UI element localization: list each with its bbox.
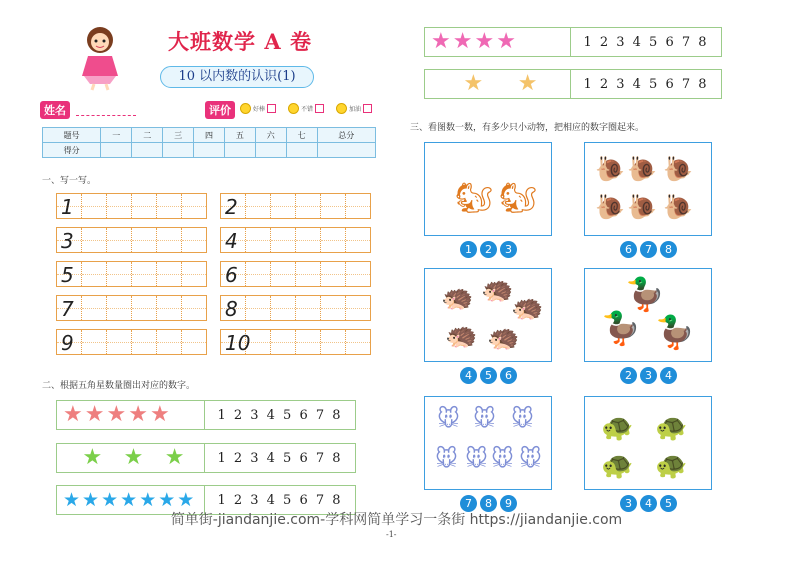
star-icon: ★ — [128, 402, 148, 427]
duck-icon: 🦆 — [625, 275, 665, 313]
answer-choices — [460, 367, 517, 384]
smiley-icon — [336, 103, 347, 114]
digit-sample: 9 — [61, 331, 74, 355]
star-icon: ★ — [82, 488, 100, 511]
writing-box[interactable] — [56, 261, 207, 287]
digit-sample: 8 — [225, 297, 238, 321]
hedgehog-picture — [424, 268, 552, 362]
answer-circle[interactable]: 7 — [640, 241, 657, 258]
snail-icon: 🐌 — [595, 155, 625, 183]
writing-box[interactable] — [220, 329, 371, 355]
digit-sample: 10 — [225, 331, 251, 355]
mouse-icon: 🐭 — [491, 447, 514, 472]
star-icon: ★ — [496, 29, 516, 54]
star-group — [425, 28, 571, 56]
star-icon: ★ — [164, 445, 185, 470]
digit-sample: 3 — [61, 229, 74, 253]
smiley-icon — [240, 103, 251, 114]
writing-box[interactable] — [220, 295, 371, 321]
star-icon: ★ — [63, 402, 83, 427]
star-icon: ★ — [177, 488, 195, 511]
number-choices[interactable]: 1 2 3 4 5 6 7 8 — [217, 407, 343, 423]
digit-sample: 5 — [61, 263, 74, 287]
watermark-text: 简单街-jiandanjie.com-学科网简单学习一条街 https://jiandanjie.com — [170, 512, 623, 528]
star-icon: ★ — [431, 29, 451, 54]
answer-circle[interactable]: 5 — [480, 367, 497, 384]
answer-circle[interactable]: 4 — [640, 495, 657, 512]
star-icon: ★ — [63, 488, 81, 511]
star-count-row — [424, 69, 722, 99]
writing-box[interactable] — [56, 227, 207, 253]
answer-circle[interactable]: 8 — [480, 495, 497, 512]
squirrel-icon: 🐿 — [499, 181, 538, 216]
answer-circle[interactable]: 5 — [660, 495, 677, 512]
duck-icon: 🦆 — [655, 313, 695, 351]
hedgehog-icon: 🦔 — [445, 321, 478, 351]
mouse-picture — [424, 396, 552, 490]
star-icon: ★ — [139, 488, 157, 511]
snail-icon: 🐌 — [627, 193, 657, 221]
eval-option-keep-trying[interactable]: 加油 — [336, 103, 372, 114]
star-icon: ★ — [463, 71, 484, 96]
turtle-icon: 🐢 — [601, 413, 634, 443]
duck-picture — [584, 268, 712, 362]
star-icon: ★ — [158, 488, 176, 511]
page-subtitle: 10 以内数的认识(1) — [160, 66, 314, 88]
star-icon: ★ — [517, 71, 538, 96]
snail-icon: 🐌 — [595, 193, 625, 221]
checkbox[interactable] — [267, 104, 276, 113]
page-title: 大班数学 A 卷 — [168, 29, 312, 54]
digit-sample: 1 — [61, 195, 74, 219]
answer-circle[interactable]: 3 — [500, 241, 517, 258]
mouse-icon: 🐭 — [437, 407, 460, 432]
snail-icon: 🐌 — [663, 193, 693, 221]
section-3-title: 三、看图数一数，有多少只小动物，把相应的数字圈起来。 — [410, 123, 645, 133]
writing-box[interactable] — [220, 193, 371, 219]
answer-circle[interactable]: 4 — [660, 367, 677, 384]
eval-option-good[interactable]: 不错 — [288, 103, 324, 114]
star-icon: ★ — [474, 29, 495, 54]
writing-box[interactable] — [220, 227, 371, 253]
answer-circle[interactable]: 6 — [500, 367, 517, 384]
checkbox[interactable] — [363, 104, 372, 113]
section-1-title: 一、写一写。 — [42, 176, 97, 186]
hedgehog-icon: 🦔 — [441, 283, 474, 313]
answer-circle[interactable]: 3 — [640, 367, 657, 384]
evaluation-label: 评价 — [205, 101, 235, 119]
star-icon: ★ — [149, 402, 170, 427]
duck-icon: 🦆 — [601, 309, 641, 347]
star-group — [57, 444, 205, 472]
checkbox[interactable] — [315, 104, 324, 113]
mouse-icon: 🐭 — [511, 407, 534, 432]
answer-circle[interactable]: 1 — [460, 241, 477, 258]
snail-picture — [584, 142, 712, 236]
eval-option-great[interactable]: 好棒 — [240, 103, 276, 114]
star-icon: ★ — [82, 445, 103, 470]
writing-box[interactable] — [56, 193, 207, 219]
digit-sample: 6 — [225, 263, 238, 287]
smiley-icon — [288, 103, 299, 114]
answer-circle[interactable]: 9 — [500, 495, 517, 512]
answer-circle[interactable]: 4 — [460, 367, 477, 384]
turtle-picture — [584, 396, 712, 490]
star-count-row — [56, 443, 356, 473]
snail-icon: 🐌 — [663, 155, 693, 183]
star-group — [57, 401, 205, 429]
answer-circle[interactable]: 3 — [620, 495, 637, 512]
squirrel-picture — [424, 142, 552, 236]
girl-illustration — [74, 22, 126, 92]
number-choices[interactable]: 1 2 3 4 5 6 7 8 — [217, 492, 343, 508]
star-icon: ★ — [123, 445, 144, 470]
star-icon: ★ — [452, 29, 473, 54]
star-icon: ★ — [106, 402, 127, 427]
answer-circle[interactable]: 2 — [620, 367, 637, 384]
star-icon: ★ — [101, 488, 119, 511]
digit-sample: 2 — [225, 195, 238, 219]
snail-icon: 🐌 — [627, 155, 657, 183]
mouse-icon: 🐭 — [519, 447, 542, 472]
number-choices[interactable]: 1 2 3 4 5 6 7 8 — [217, 450, 343, 466]
section-2-title: 二、根据五角星数量圈出对应的数字。 — [42, 381, 196, 391]
answer-circle[interactable]: 7 — [460, 495, 477, 512]
score-table — [42, 127, 376, 158]
hedgehog-icon: 🦔 — [487, 323, 520, 353]
turtle-icon: 🐢 — [601, 451, 634, 481]
mouse-icon: 🐭 — [465, 447, 488, 472]
writing-box[interactable] — [220, 261, 371, 287]
mouse-icon: 🐭 — [473, 407, 496, 432]
answer-choices — [460, 241, 517, 258]
star-icon: ★ — [84, 402, 105, 427]
turtle-icon: 🐢 — [655, 451, 688, 481]
answer-circle[interactable]: 8 — [660, 241, 677, 258]
digit-sample: 7 — [61, 297, 74, 321]
hedgehog-icon: 🦔 — [481, 275, 514, 305]
turtle-icon: 🐢 — [655, 413, 688, 443]
answer-choices — [620, 367, 677, 384]
squirrel-icon: 🐿 — [455, 181, 494, 216]
star-count-row — [424, 27, 722, 57]
page-number: -1- — [386, 530, 397, 539]
number-choices[interactable]: 1 2 3 4 5 6 7 8 — [583, 76, 709, 92]
number-choices[interactable]: 1 2 3 4 5 6 7 8 — [583, 34, 709, 50]
table-row: 题号 一 二 三 四 五 六 七 总分 — [43, 128, 376, 143]
answer-circle[interactable]: 2 — [480, 241, 497, 258]
star-icon: ★ — [120, 488, 138, 511]
answer-circle[interactable]: 6 — [620, 241, 637, 258]
table-row: 得分 — [43, 143, 376, 158]
star-count-row — [56, 400, 356, 430]
hedgehog-icon: 🦔 — [511, 293, 544, 323]
writing-box[interactable] — [56, 329, 207, 355]
mouse-icon: 🐭 — [435, 447, 458, 472]
star-group — [425, 70, 571, 98]
writing-box[interactable] — [56, 295, 207, 321]
name-field[interactable] — [76, 115, 136, 116]
name-label: 姓名 — [40, 101, 70, 119]
answer-choices — [620, 241, 677, 258]
digit-sample: 4 — [225, 229, 238, 253]
